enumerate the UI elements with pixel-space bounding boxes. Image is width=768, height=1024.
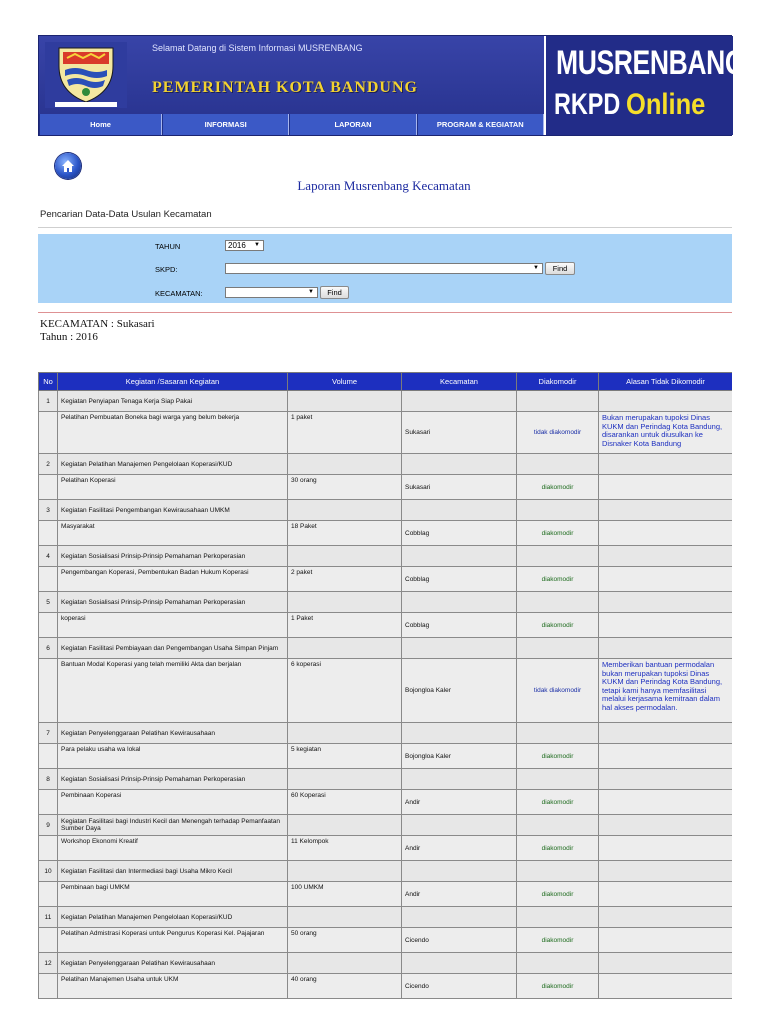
empty-cell [288,953,402,974]
alasan-cell [599,567,733,592]
row-number: 11 [39,907,58,928]
kecamatan-cell: Cobblag [402,521,517,546]
diakomodir-cell: diakomodir [517,744,599,769]
col-header-kegiatan: Kegiatan /Sasaran Kegiatan [58,373,288,391]
alasan-cell [599,790,733,815]
table-header-row [39,373,733,391]
kegiatan-cell: Kegiatan Fasilitasi Pembiayaan dan Pengembangan Usaha Simpan Pinjam [58,638,288,659]
table-group-row [39,815,733,836]
empty-cell [402,638,517,659]
kecamatan-cell: Cobblag [402,613,517,638]
empty-cell [517,500,599,521]
kecamatan-cell: Andir [402,790,517,815]
empty-cell [39,412,58,454]
alasan-cell [599,928,733,953]
empty-cell [402,815,517,836]
kegiatan-cell: Kegiatan Penyelenggaraan Pelatihan Kewirausahaan [58,953,288,974]
kegiatan-cell: Kegiatan Sosialisasi Prinsip-Prinsip Pemahaman Perkoperasian [58,546,288,567]
empty-cell [517,638,599,659]
empty-cell [288,546,402,567]
empty-cell [517,769,599,790]
row-number: 10 [39,861,58,882]
empty-cell [39,836,58,861]
main-nav [39,114,544,135]
table-detail-row [39,928,733,953]
kegiatan-cell: Kegiatan Pelatihan Manajemen Pengelolaan Koperasi/KUD [58,907,288,928]
kegiatan-cell: Kegiatan Fasilitasi Pengembangan Kewirausahaan UMKM [58,500,288,521]
table-group-row [39,638,733,659]
empty-cell [288,500,402,521]
kecamatan-cell: Sukasari [402,412,517,454]
brand-box [544,36,746,135]
kecamatan-cell: Sukasari [402,475,517,500]
table-group-row [39,769,733,790]
volume-cell: 100 UMKM [288,882,402,907]
kecamatan-cell: Cicendo [402,974,517,999]
table-detail-row [39,567,733,592]
kecamatan-cell: Andir [402,882,517,907]
row-number: 9 [39,815,58,836]
table-detail-row [39,613,733,638]
empty-cell [288,861,402,882]
home-icon[interactable] [55,153,81,179]
row-number: 1 [39,391,58,412]
volume-cell: 6 koperasi [288,659,402,723]
skpd-find-button[interactable]: Find [545,262,575,275]
table-group-row [39,861,733,882]
alasan-cell [599,613,733,638]
row-number: 8 [39,769,58,790]
diakomodir-cell: diakomodir [517,974,599,999]
empty-cell [517,907,599,928]
empty-cell [39,613,58,638]
table-detail-row [39,836,733,861]
empty-cell [599,391,733,412]
empty-cell [599,454,733,475]
nav-informasi[interactable]: INFORMASI [162,114,289,135]
empty-cell [402,953,517,974]
empty-cell [517,815,599,836]
nav-laporan[interactable]: LAPORAN [289,114,416,135]
empty-cell [517,592,599,613]
brand-online: Online [626,88,706,121]
tahun-label: TAHUN [155,242,181,251]
row-number: 6 [39,638,58,659]
empty-cell [599,953,733,974]
welcome-text: Selamat Datang di Sistem Informasi MUSRENBANG [152,43,363,53]
table-detail-row [39,659,733,723]
table-detail-row [39,882,733,907]
kecamatan-line: KECAMATAN : Sukasari [40,318,155,330]
empty-cell [288,638,402,659]
sasaran-cell: Pengembangan Koperasi, Pembentukan Badan Hukum Koperasi [58,567,288,592]
empty-cell [402,546,517,567]
empty-cell [599,592,733,613]
table-detail-row [39,521,733,546]
col-header-volume: Volume [288,373,402,391]
sasaran-cell: Pelatihan Admistrasi Koperasi untuk Pengurus Koperasi Kel. Pajajaran [58,928,288,953]
table-group-row [39,592,733,613]
diakomodir-cell: diakomodir [517,882,599,907]
alasan-cell [599,836,733,861]
nav-program-kegiatan[interactable]: PROGRAM & KEGIATAN [417,114,544,135]
volume-cell: 40 orang [288,974,402,999]
empty-cell [517,546,599,567]
kegiatan-cell: Kegiatan Fasilitasi dan Intermediasi bagi Usaha Mikro Kecil [58,861,288,882]
skpd-select[interactable] [225,263,543,274]
empty-cell [402,391,517,412]
kecamatan-cell: Bojongloa Kaler [402,659,517,723]
alasan-cell [599,882,733,907]
empty-cell [39,974,58,999]
alasan-cell [599,521,733,546]
chevron-down-icon: ▼ [308,289,314,295]
empty-cell [288,815,402,836]
tahun-select[interactable] [225,240,264,251]
kecamatan-cell: Andir [402,836,517,861]
kecamatan-cell: Bojongloa Kaler [402,744,517,769]
city-emblem-icon [45,42,127,108]
alasan-cell [599,475,733,500]
table-group-row [39,723,733,744]
volume-cell: 18 Paket [288,521,402,546]
empty-cell [288,391,402,412]
kegiatan-cell: Kegiatan Penyiapan Tenaga Kerja Siap Pakai [58,391,288,412]
kegiatan-cell: Kegiatan Sosialisasi Prinsip-Prinsip Pemahaman Perkoperasian [58,592,288,613]
table-detail-row [39,974,733,999]
empty-cell [39,744,58,769]
table-group-row [39,391,733,412]
kecamatan-cell: Cobblag [402,567,517,592]
kegiatan-cell: Kegiatan Fasilitasi bagi Industri Kecil dan Menengah terhadap Pemanfaatan Sumber Daya [58,815,288,836]
volume-cell: 50 orang [288,928,402,953]
page-title: Laporan Musrenbang Kecamatan [297,178,471,193]
empty-cell [599,907,733,928]
divider [38,227,732,228]
empty-cell [288,907,402,928]
empty-cell [288,592,402,613]
table-group-row [39,953,733,974]
kecamatan-find-button[interactable]: Find [320,286,349,299]
kecamatan-label: KECAMATAN: [155,289,203,298]
empty-cell [39,567,58,592]
tahun-line: Tahun : 2016 [40,331,98,343]
table-group-row [39,546,733,567]
empty-cell [288,454,402,475]
row-number: 7 [39,723,58,744]
row-number: 3 [39,500,58,521]
kecamatan-info [40,318,155,344]
table-group-row [39,454,733,475]
empty-cell [402,500,517,521]
empty-cell [39,659,58,723]
empty-cell [288,769,402,790]
empty-cell [599,638,733,659]
col-header-no: No [39,373,58,391]
row-number: 2 [39,454,58,475]
col-header-diakomodir: Diakomodir [517,373,599,391]
chevron-down-icon: ▼ [533,265,539,271]
sasaran-cell: Pembinaan bagi UMKM [58,882,288,907]
volume-cell: 1 paket [288,412,402,454]
table-group-row [39,500,733,521]
diakomodir-cell: diakomodir [517,836,599,861]
alasan-cell [599,744,733,769]
sasaran-cell: Para pelaku usaha wa lokal [58,744,288,769]
kecamatan-cell: Cicendo [402,928,517,953]
empty-cell [599,769,733,790]
volume-cell: 5 kegiatan [288,744,402,769]
empty-cell [517,953,599,974]
chevron-down-icon: ▼ [254,242,260,248]
diakomodir-cell: diakomodir [517,521,599,546]
diakomodir-cell: diakomodir [517,613,599,638]
col-header-kecamatan: Kecamatan [402,373,517,391]
kegiatan-cell: Kegiatan Sosialisasi Prinsip-Prinsip Pemahaman Perkoperasian [58,769,288,790]
brand-rkpd: RKPD [554,88,621,121]
empty-cell [402,907,517,928]
row-number: 12 [39,953,58,974]
diakomodir-cell: tidak diakomodir [517,659,599,723]
row-number: 5 [39,592,58,613]
diakomodir-cell: diakomodir [517,790,599,815]
empty-cell [402,592,517,613]
kecamatan-select[interactable] [225,287,318,298]
empty-cell [402,723,517,744]
empty-cell [599,500,733,521]
volume-cell: 2 paket [288,567,402,592]
brand-title: MUSRENBANG [556,44,746,82]
nav-home[interactable]: Home [39,114,162,135]
empty-cell [517,391,599,412]
table-body [39,391,733,999]
alasan-cell: Memberikan bantuan permodalan bukan merupakan tupoksi Dinas KUKM dan Perindag Kota Bandung, tetapi kami hanya memfasilitasi melalui kerjasama kemitraan dalam hal akses permodalan. [599,659,733,723]
sasaran-cell: Bantuan Modal Koperasi yang telah memiliki Akta dan berjalan [58,659,288,723]
search-caption: Pencarian Data-Data Usulan Kecamatan [40,209,212,220]
empty-cell [402,769,517,790]
sasaran-cell: Pelatihan Manajemen Usaha untuk UKM [58,974,288,999]
empty-cell [599,723,733,744]
table-detail-row [39,412,733,454]
report-table [38,372,732,999]
table-group-row [39,907,733,928]
tahun-select-value: 2016 [228,241,246,250]
table-detail-row [39,790,733,815]
volume-cell: 11 Kelompok [288,836,402,861]
report-table-wrapper [38,372,732,1024]
empty-cell [402,454,517,475]
volume-cell: 60 Koperasi [288,790,402,815]
empty-cell [39,475,58,500]
diakomodir-cell: diakomodir [517,567,599,592]
empty-cell [39,521,58,546]
government-title: PEMERINTAH KOTA BANDUNG [152,79,418,96]
empty-cell [517,454,599,475]
sasaran-cell: Pelatihan Koperasi [58,475,288,500]
sasaran-cell: Workshop Ekonomi Kreatif [58,836,288,861]
empty-cell [39,790,58,815]
sasaran-cell: Pembinaan Koperasi [58,790,288,815]
sasaran-cell: Pelatihan Pembuatan Boneka bagi warga yang belum bekerja [58,412,288,454]
row-number: 4 [39,546,58,567]
search-panel [38,234,732,303]
table-detail-row [39,744,733,769]
empty-cell [517,723,599,744]
alasan-cell [599,974,733,999]
empty-cell [599,861,733,882]
sasaran-cell: koperasi [58,613,288,638]
empty-cell [599,546,733,567]
col-header-alasan: Alasan Tidak Dikomodir [599,373,733,391]
table-detail-row [39,475,733,500]
diakomodir-cell: tidak diakomodir [517,412,599,454]
volume-cell: 1 Paket [288,613,402,638]
alasan-cell: Bukan merupakan tupoksi Dinas KUKM dan Perindag Kota Bandung, disarankan untuk diusulkan ke Disnaker Kota Bandung [599,412,733,454]
empty-cell [288,723,402,744]
volume-cell: 30 orang [288,475,402,500]
empty-cell [39,882,58,907]
empty-cell [39,928,58,953]
sasaran-cell: Masyarakat [58,521,288,546]
divider [38,312,732,313]
empty-cell [402,861,517,882]
site-header [38,35,746,136]
empty-cell [517,861,599,882]
kegiatan-cell: Kegiatan Pelatihan Manajemen Pengelolaan Koperasi/KUD [58,454,288,475]
skpd-label: SKPD: [155,265,178,274]
kegiatan-cell: Kegiatan Penyelenggaraan Pelatihan Kewirausahaan [58,723,288,744]
empty-cell [599,815,733,836]
diakomodir-cell: diakomodir [517,475,599,500]
diakomodir-cell: diakomodir [517,928,599,953]
